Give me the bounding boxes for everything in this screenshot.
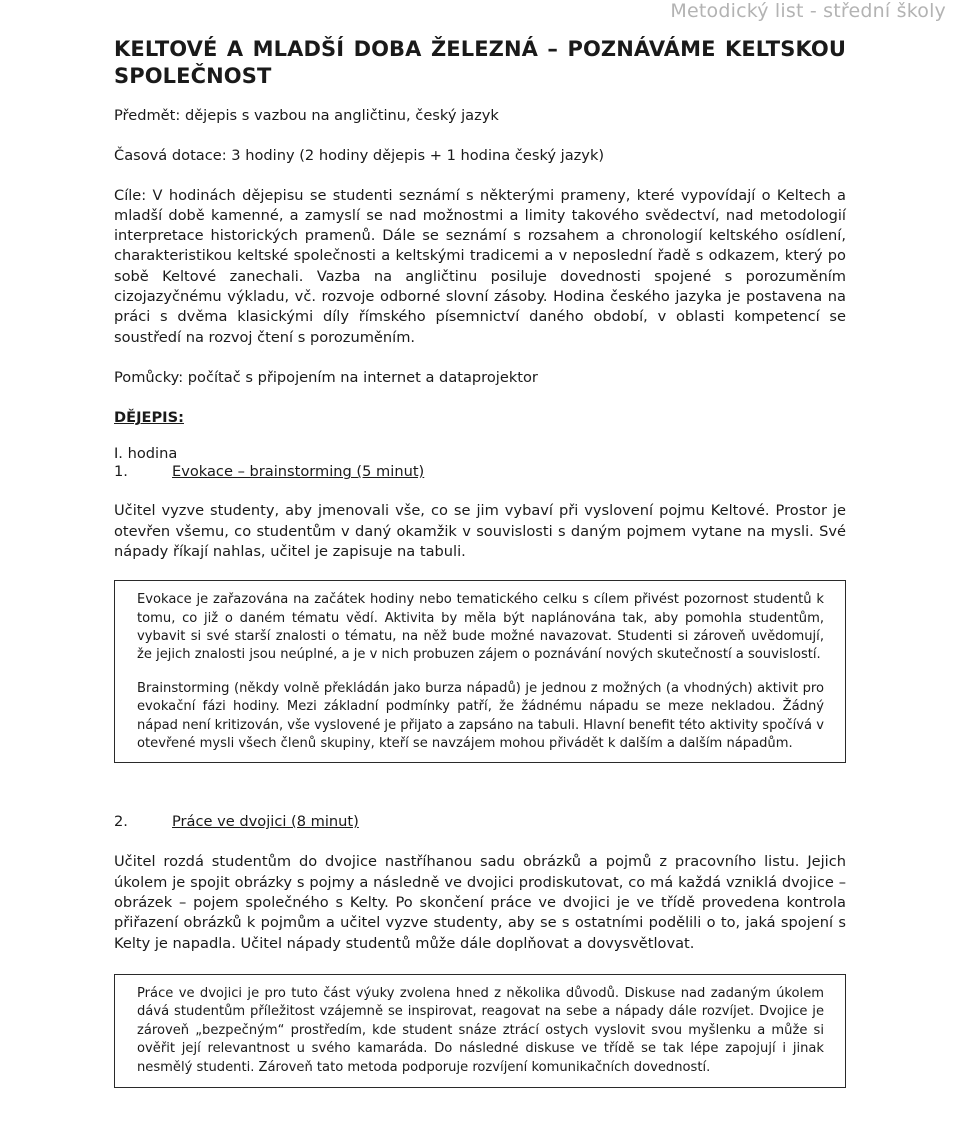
title-line-1: KELTOVÉ A MLADŠÍ DOBA ŽELEZNÁ – POZNÁVÁME KELTSKOU (114, 37, 846, 61)
step-title: Práce ve dvojici (8 minut) (172, 813, 359, 831)
step-number: 1. (114, 463, 128, 481)
document-title (114, 36, 846, 90)
section-heading: DĚJEPIS: (114, 409, 184, 427)
time-allocation-line: Časová dotace: 3 hodiny (2 hodiny dějepis + 1 hodina český jazyk) (114, 147, 605, 165)
method-note-box (114, 974, 846, 1088)
method-note-box (114, 580, 846, 763)
step-paragraph: Učitel rozdá studentům do dvojice nastříhanou sadu obrázků a pojmů z pracovního listu. Jejich úkolem je spojit obrázky s pojmy a následně ve dvojici prodiskutovat, co má každá vzniklá dvojice – obrázek – pojem společného s Kelty. Po skončení práce ve dvojici je ve třídě provedena kontrola přiřazení obrázků k pojmům a učitel vyzve studenty, aby se s ostatními podělili o to, jaká spojení s Kelty je napadla. Učitel nápady studentů může dále doplňovat a dovysvětlovat. (114, 853, 846, 952)
step-heading (114, 463, 846, 481)
note-paragraph: Brainstorming (někdy volně překládán jako burza nápadů) je jednou z možných (a vhodných) aktivit pro evokační fázi hodiny. Mezi základní podmínky patří, že žádnému nápadu se meze nekladou. Žádný nápad není kritizován, vše vyslovené je přijato a zapsáno na tabuli. Hlavní benefit této aktivity spočívá v otevřené mysli všech členů skupiny, kteří se navzájem mohou přivádět k dalším a dalším nápadům. (137, 680, 824, 751)
step-title: Evokace – brainstorming (5 minut) (172, 463, 425, 481)
document-type-label: Metodický list - střední školy (670, 0, 946, 22)
document-body (114, 36, 846, 1088)
title-line-2: SPOLEČNOST (114, 64, 272, 88)
step-paragraph: Učitel vyzve studenty, aby jmenovali vše, co se jim vybaví při vyslovení pojmu Keltové. Prostor je otevřen všemu, co studentům v daný okamžik v souvislosti s daným pojmem vytane na mysli. Své nápady říkají nahlas, učitel je zapisuje na tabuli. (114, 502, 846, 560)
step-number: 2. (114, 813, 128, 831)
lesson-label: I. hodina (114, 445, 178, 463)
step-heading (114, 813, 846, 831)
goals-paragraph: Cíle: V hodinách dějepisu se studenti seznámí s některými prameny, které vypovídají o Keltech a mladší době kamenné, a zamyslí se nad možnostmi a limity takového svědectví, nad metodologií interpretace historických pramenů. Dále se seznámí s rozsahem a chronologií keltského osídlení, charakteristikou keltské společnosti a keltskými tradicemi a v neposlední řadě s odkazem, který po sobě Keltové zanechali. Vazba na angličtinu posiluje dovednosti spojené s porozuměním cizojazyčnému výkladu, vč. rozvoje odborné slovní zásoby. Hodina českého jazyka je postavena na práci s dvěma klasickými díly římského písemnictví daného období, v oblasti kompetencí se soustředí na rozvoj čtení s porozuměním. (114, 186, 846, 346)
subject-line: Předmět: dějepis s vazbou na angličtinu, český jazyk (114, 107, 499, 124)
tools-line: Pomůcky: počítač s připojením na internet a dataprojektor (114, 368, 538, 386)
note-paragraph: Evokace je zařazována na začátek hodiny nebo tematického celku s cílem přivést pozornost studentů k tomu, co již o daném tématu vědí. Aktivita by měla být naplánována tak, aby pomohla studentům, vybavit si své starší znalosti o tématu, na něž bude možné navazovat. Studenti si zároveň uvědomují, že jejich znalosti jsou neúplné, a je v nich probuzen zájem o poznávání nových skutečností a souvislostí. (137, 592, 824, 663)
note-paragraph: Práce ve dvojici je pro tuto část výuky zvolena hned z několika důvodů. Diskuse nad zadaným úkolem dává studentům příležitost vzájemně se inspirovat, reagovat na sebe a nápady dále rozvíjet. Dvojice je zároveň „bezpečným“ prostředím, kde student snáze ztrácí ostych vyslovit svou myšlenku a může si ověřit její relevantnost u svého kamaráda. Do následné diskuse ve třídě se tak lépe zapojují i jinak nesmělý studenti. Zároveň tato metoda podporuje rozvíjení komunikačních dovedností. (137, 985, 824, 1075)
